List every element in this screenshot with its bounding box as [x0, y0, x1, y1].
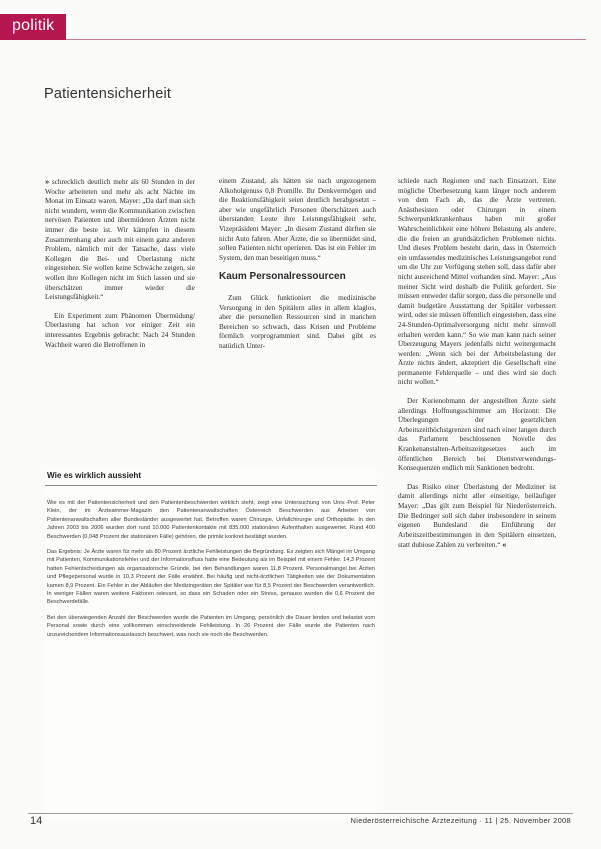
paragraph: einem Zustand, als hätten sie nach ungezogenem Alkoholgenuss 0,8 Promille. Ihr Denkvermögen und die Reaktionsfähigkeit seien deutlich herabgesetzt – aber wie ungefährlich Personen überschätzen auch überstanden Leute ihre Leistungsfähigkeit sehr, Vizepräsident Mayer: „In diesem Zustand dürften sie nicht Auto fahren. Aber Ärzte, die so übermüdet sind, sollen Patienten nicht operieren. Das ist ein Fehler im System, den man beseitigen muss.“ [219, 177, 376, 262]
continuation-mark: » [45, 177, 52, 186]
paragraph: » schrecklich deutlich mehr als 60 Stunden in der Woche arbeiteten und mehr als acht Nächte im Monat im Einsatz waren. Mayer: „Da darf man sich nicht wundern, wenn die Kommunikation zwischen nervösen Patienten und übermüdeten Ärzten nicht immer die beste ist. Wir kämpfen in diesem Zusammenhang aber auch mit einem ganz anderen Problem, nämlich mit der Tatsache, dass viele Kollegen die Bei- und Überlastung nicht eingestehen. Sie wollen keine Schwäche zeigen, sie wollen ihre Kollegen nicht im Stich lassen und sie überschätzen immer wieder die Leistungsfähigkeit.“ [45, 177, 195, 302]
end-mark: « [500, 540, 507, 550]
paragraph: Zum Glück funktioniert die medizinische Versorgung in den Spitälern alles in allem klaglos, aber die personellen Ressourcen sind in manchen Bereichen so schwach, dass Krisen und Probleme förmlich vorprogrammiert sind. Dabei gibt es natürlich Unter- [219, 293, 376, 350]
article-column-2 [219, 177, 376, 361]
publication-info: Niederösterreichische Ärztezeitung · 11 | 25. November 2008 [350, 816, 571, 825]
footer-rule [28, 813, 573, 814]
paragraph: schiede nach Regionen und nach Einsatzort. Eine mögliche Überbesetzung kann länger noch anderem von dem Fach ab, das die Ärzte vertreten. Anästhesisten oder Chirurgen in einem Schwerpunktkrankenhaus haben mit großer Wahrscheinlichkeit eine höhere Belastung als andere, die die freien an grundsätzlichen Problemen nichts. Und dieses Problem besteht darin, dass in Österreich ein umfassendes medizinisches Leistungsangebot rund um die Uhr zur Verfügung stehen soll, dass dafür aber nicht ausreichend Mittel vorhanden sind. Mayer: „Aus meiner Sicht wird deshalb die Politik gefordert. Sie müssen entweder dafür sorgen, dass die personelle und damit budgetäre Ausstattung der Spitäler verbessert wird, oder sie müssen öffentlich eingestehen, dass eine 24-Stunden-Optimalversorgung nicht mehr sinnvoll erhalten werden kann.“ So wie man kann nach seiner Überzeugung Mayers jedenfalls nicht weitergemacht werden: „Wenn sich bei der Arbeitsbelastung der Ärzte nichts ändert, akzeptiert die Gesellschaft eine permanente Fehlerquelle – und dies wird sie doch nicht wollen.“ [398, 177, 556, 387]
article-title: Patientensicherheit [44, 86, 172, 102]
paragraph: Das Risiko einer Überlastung der Mediziner ist damit allerdings nicht aller einseitige, beiläufiger Mayer: „Das gilt zum Beispiel für Niederösterreich. Die Bedringer soll sich daher insbesondere in seinem eigenen Bundesland die Einführung der Arbeitszeitbestimmungen in den Spitälern einsetzen, statt dubiose Zahlen zu verbreiten.“ « [398, 482, 556, 550]
sidebar-header [45, 469, 377, 486]
sidebar-paragraph: Bei den überwiegenden Anzahl der Beschwerden wurde die Patienten im Umgang, persönlich die Dauer lenden und belastet vom Personal sowie durch eine vollkommen einschneidende Fehlleistung. In 26 Prozent der Fälle wurde die Patienten nach unzureichendem Informationsaustausch beschwert, was noch sie noch die Beschwerden. [47, 614, 375, 638]
section-label: politik [12, 17, 55, 34]
sidebar-title: Wie es wirklich aussieht [47, 471, 142, 480]
sidebar-box [45, 469, 377, 819]
subheading: Kaum Personalressourcen [219, 271, 346, 283]
article-column-1 [45, 177, 195, 359]
paragraph: Ein Experiment zum Phänomen Übermüdung/Überlastung hat schon vor einiger Zeit ein interessantes Ergebnis gebracht: Nach 24 Stunden Wachheit waren die Betroffenen in [45, 311, 195, 349]
sidebar-paragraph: Das Ergebnis: Je Ärzte waren für mehr als 80 Prozent ärztliche Fehlleistungen die Begründung. Es zeigten sich Mängel im Umgang mit Patienten, Kommunikationsfehler und der Informationsfluss hatte eine Bedeutung als im Beispiel mit einem Fehler. 14,3 Prozent hatten Fehlentscheidungen als organisatorische Gründe, bei den Behandlungen waren 11,8 Prozent. Personalmangel bei Ärzten und Pflegepersonal wurde in 10,3 Prozent der Fälle erwähnt. Bei häufig und nicht-ärztlichen Tätigkeiten wie der Dokumentation kamen 8,9 Prozent. Ein Fehler in der Abläufen der Medizingeräten der Spitäler war für 8,5 Prozent der Beschwerden verantwortlich. In weniger Fällen waren weitere Faktoren relevant, so dass ein Schaden oder ein Stress, genauso wurden die 0,6 Prozent der Beschwerdefälle. [47, 549, 375, 606]
sidebar-body [45, 486, 377, 639]
article-column-3 [398, 177, 556, 560]
page-number: 14 [30, 815, 43, 827]
section-tag [0, 14, 66, 40]
header-rule [66, 39, 586, 40]
sidebar-paragraph: Wie es mit der Patientensicherheit und den Patientenbeschwerden wirklich steht, zeigt eine Untersuchung von Univ.-Prof. Peter Klein, der im Ärzteammer-Magazin den Patientenanwaltschaften Österreich Beschwerden aus Arbeiten von Patientenanwaltschaften aller Bundesländer ausgewertet hat. Betroffen waren Chirurgie, Unfallchirurgie und Orthopädie. In den Jahren 2003 bis 2006 wurden dort rund 10.000 Patientenkontakte mit 835.000 stationären Aufenthalten ausgewertet. Rund 400 Beschwerden (0,048 Prozent der stationären Fälle) gehören, die primär konkret bestätigt wurden. [47, 500, 375, 540]
paragraph: Der Kurienobmann der angestellten Ärzte sieht allerdings Hoffnungsschimmer am Horizont: Die Überlegungen der gesetzlichen Arbeitszeithöchstgrenzen sind nach einer langen durch das Parlament beschlossenen Novelle des Krankenanstalten-Arbeitszeitgesetzes auch im öffentlichen Bereich bei Dienstverwendungs-Konsequenzen endlich mit Sanktionen bedroht. [398, 397, 556, 473]
